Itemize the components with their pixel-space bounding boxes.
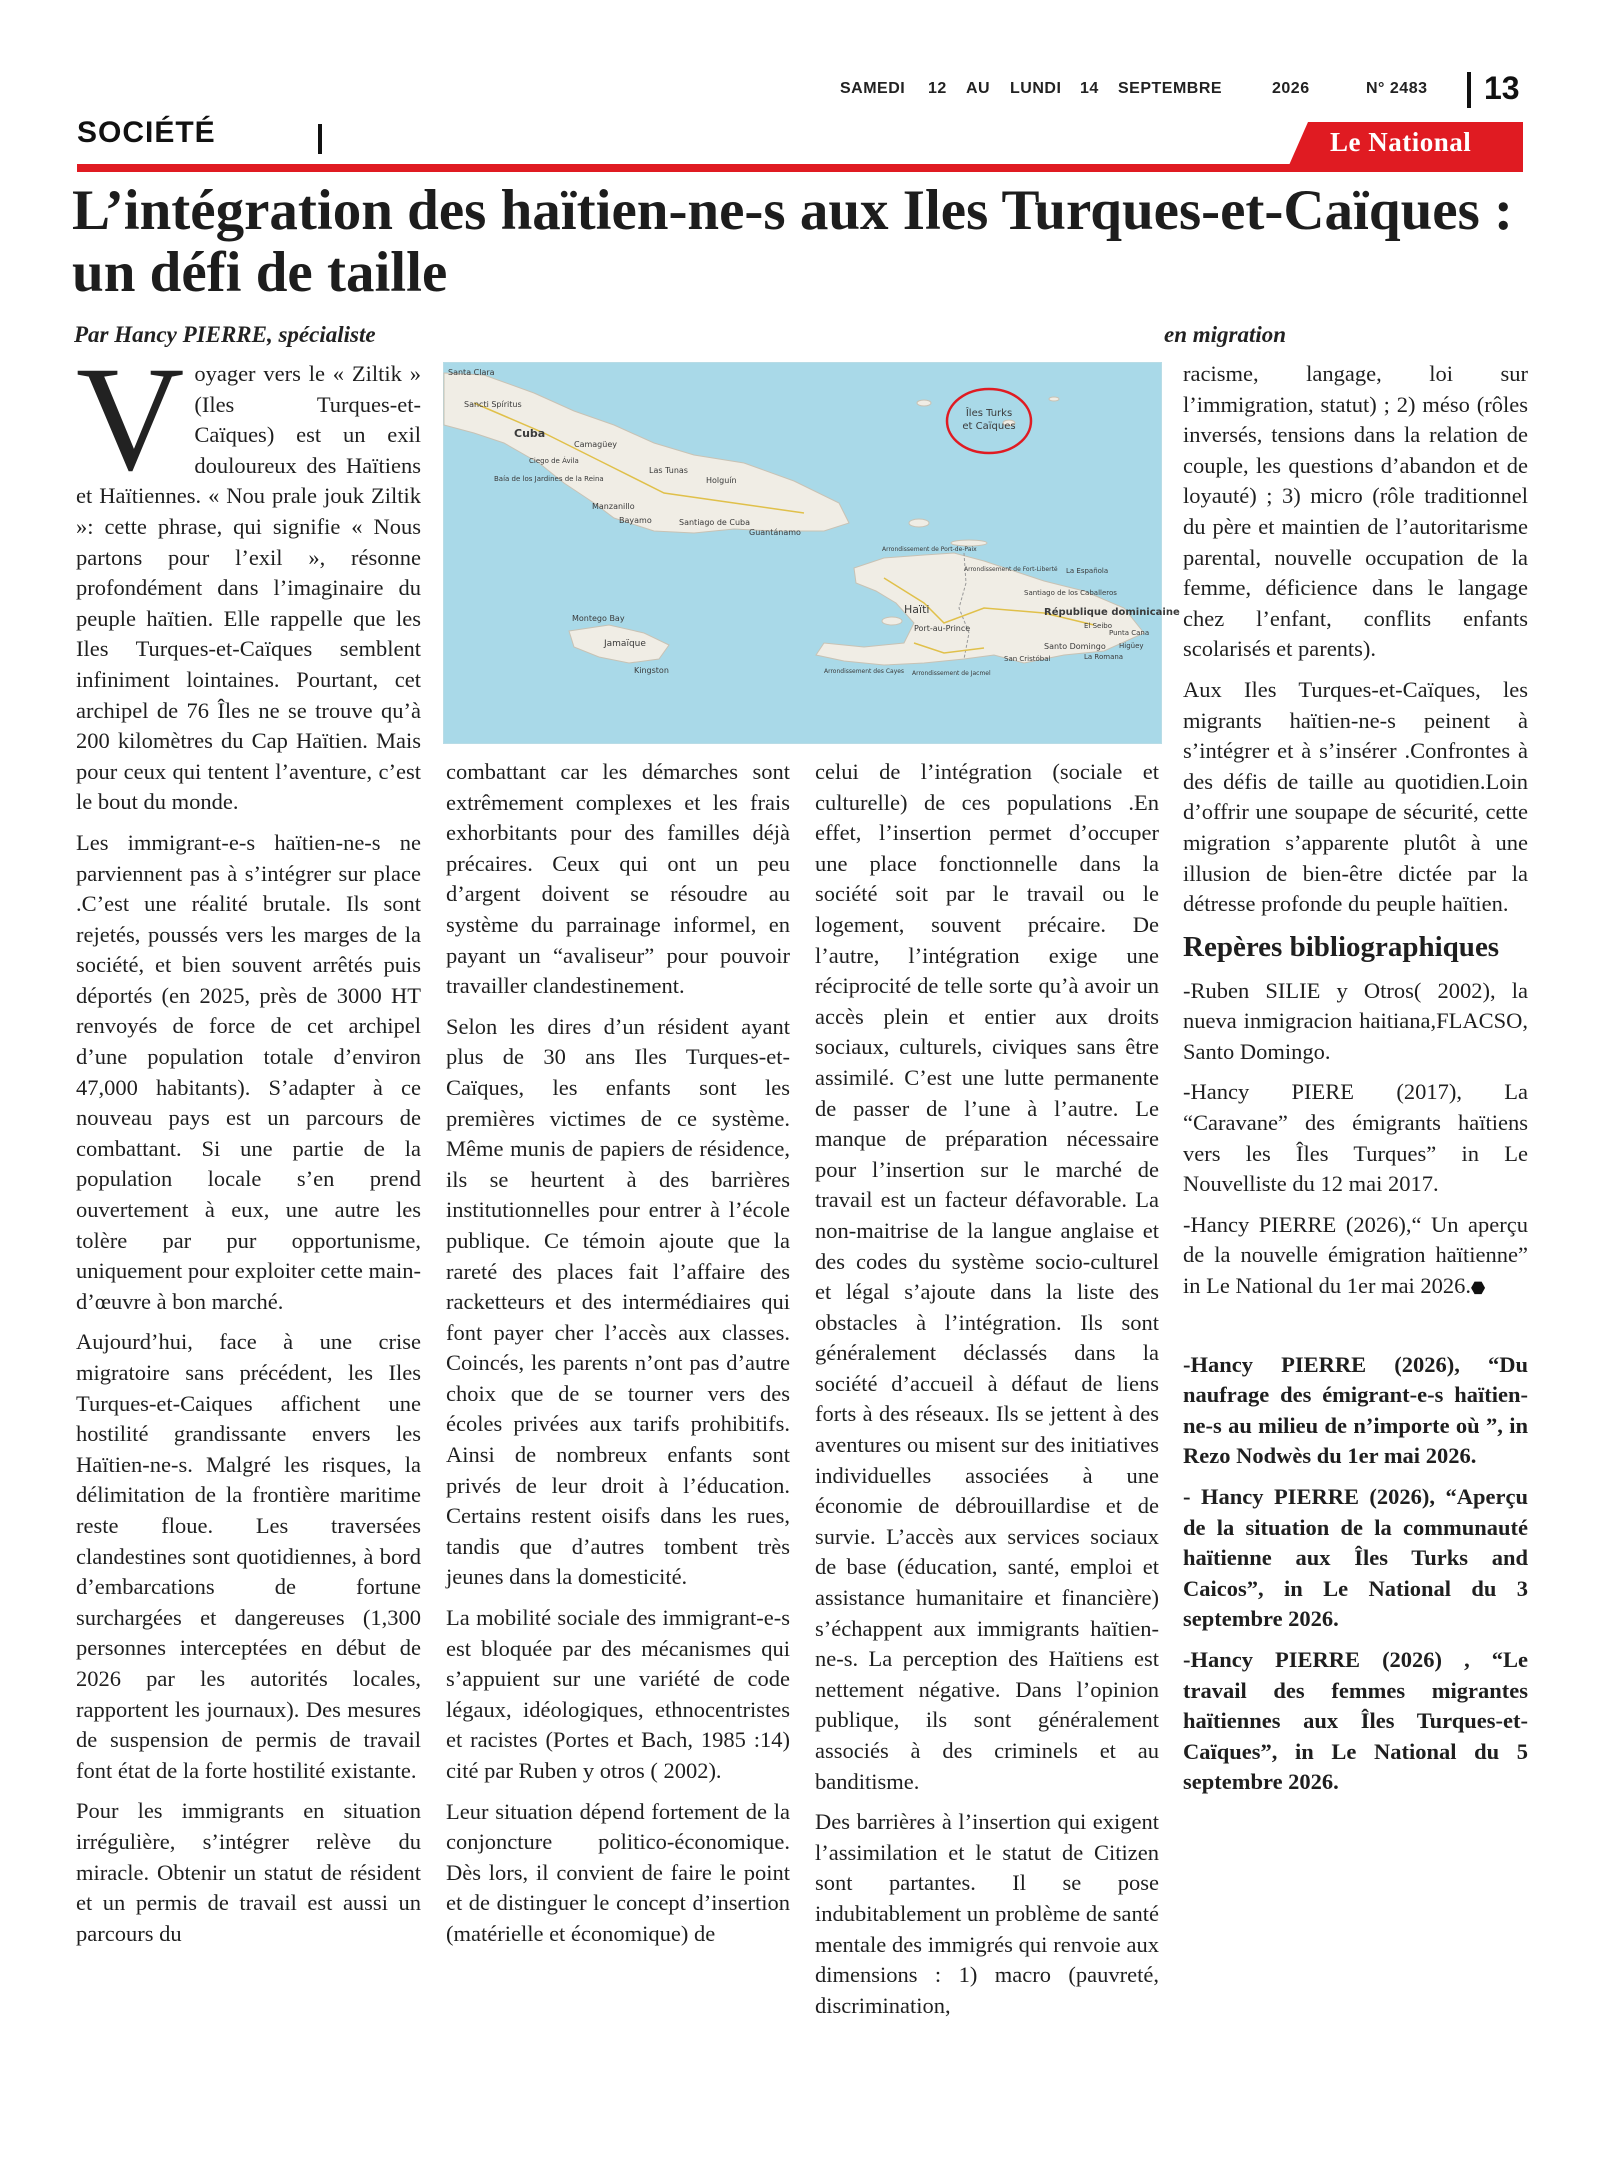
map-label: Kingston <box>634 666 669 675</box>
section-divider <box>318 124 322 154</box>
map-label: Port-au-Prince <box>914 624 971 633</box>
byline: Par Hancy PIERRE, spécialiste <box>74 322 376 347</box>
paragraph: racisme, langage, loi sur l’immigration, statut) ; 2) méso (rôles inversés, tensions dans la relation de couple, les questions d’abandon et de loyauté) ; 3) micro (rôle traditionnel du père et maintien de l’autoritarisme parental, nouvelle occupation de la femme, déficience dans le langage chez l’enfant, conflits enfants scolarisés et parents). <box>1183 361 1528 662</box>
issue-day-2: LUNDI <box>1010 80 1062 97</box>
section-title: SOCIÉTÉ <box>77 116 216 149</box>
article-title: L’intégration des haïtien-ne-s aux Iles Turques-et-Caïques : un défi de taille <box>72 179 1514 304</box>
article-column-3 <box>815 757 1159 2031</box>
reference-text: -Hancy PIERRE (2026),“ Un aperçu de la nouvelle émigration haïtienne” in Le National du 1er mai 2026. <box>1183 1211 1528 1299</box>
issue-year: 2026 <box>1272 80 1310 97</box>
map-label: Jamaïque <box>604 639 646 649</box>
spacer <box>1183 1312 1528 1350</box>
map-label: Santa Clara <box>448 368 495 377</box>
references-heading: Repères bibliographiques <box>1183 930 1500 963</box>
map-label: Santiago de los Caballeros <box>1024 589 1117 597</box>
paragraph <box>76 336 421 818</box>
paragraph: Pour les immigrants en situation irrégulière, s’intégrer relève du miracle. Obtenir un statut de résident et un permis de travail est aussi un parcours du <box>76 1798 421 1946</box>
map-image <box>443 362 1180 744</box>
map-label: Haïti <box>904 603 930 616</box>
paragraph: Des barrières à l’insertion qui exigent l’assimilation et le statut de Citizen sont partantes. Il se pose indubitablement un problème de santé mentale des immigrés qui renvoie aux dimensions : 1) macro (pauvreté, discrimination, <box>815 1809 1159 2018</box>
map-label: République dominicaine <box>1044 607 1180 618</box>
paragraph: Aux Iles Turques-et-Caïques, les migrants haïtien-ne-s peinent à s’intégrer et à s’insérer .Confrontes à des défis de taille au quotidien.Loin d’offrir une soupape de sécurité, cette migration s’apparente plutôt à une illusion de bien-être dictée par la détresse profonde du peuple haïtien. <box>1183 676 1528 917</box>
map-label: Camagüey <box>574 440 617 449</box>
paragraph: Les immigrant-e-s haïtien-ne-s ne parviennent pas à s’intégrer sur place .C’est une réalité brutale. Ils sont rejetés, poussés vers les marges de la société, et bien souvent arrêtés puis déportés (en 2025, près de 3000 HT renvoyés de force de cet archipel d’une population totale d’environ 47,000 habitants). S’adapter à ce nouveau pays est un parcours de combattant. Si une partie de la population locale s’en prend ouvertement à eux, une autre les tolère par pur opportunisme, uniquement pour exploiter cette main-d’œuvre à bon marché. <box>76 829 421 1314</box>
paragraph: combattant car les démarches sont extrêmement complexes et les frais exhorbitants pour des familles déjà précaires. Ceux qui ont un peu d’argent doivent se résoudre au système du parrainage informel, en payant un “avaliseur” pour pouvoir travailler clandestinement. <box>446 759 790 999</box>
reference-bold: - Hancy PIERRE (2026), “Aperçu de la situation de la communauté haïtienne aux Îles Turks and Caicos”, in Le National du 3 septembre 2026. <box>1183 1484 1528 1632</box>
reference: -Hancy PIERE (2017), La “Caravane” des émigrants haïtiens vers les Îles Turques” in Le Nouvelliste du 12 mai 2017. <box>1183 1079 1528 1197</box>
map-label: Cuba <box>514 427 546 440</box>
map-label: Montego Bay <box>572 614 625 623</box>
map-island-6 <box>1049 397 1059 401</box>
map-label: La Española <box>1066 567 1109 575</box>
map-label: Arrondissement de Fort-Liberté <box>964 566 1058 573</box>
map-label: Santo Domingo <box>1044 642 1106 651</box>
map-label: Ciego de Ávila <box>529 457 579 465</box>
caribbean-map <box>444 363 1180 743</box>
map-label: Santiago de Cuba <box>679 518 751 527</box>
article-column-2 <box>446 757 790 1960</box>
article-column-1 <box>76 336 421 1959</box>
paragraph: Aujourd’hui, face à une crise migratoire sans précédent, les Iles Turques-et-Caiques affichent une hostilité grandissante envers les Haïtien-ne-s. Malgré les risques, la délimitation de la frontière maritime reste floue. Les traversées clandestines sont quotidiennes, à bord d’embarcations de fortune surchargées et dangereuses (1,300 personnes interceptées en début de 2026 par les autorités locales, rapportent les journaux). Des mesures de suspension de permis de travail font état de la forte hostilité existante. <box>76 1329 421 1783</box>
drop-cap: V <box>76 336 185 502</box>
article-column-4 <box>1183 359 1528 1808</box>
map-label: Baía de los Jardines de la Reina <box>494 475 604 483</box>
reference: -Ruben SILIE y Otros( 2002), la nueva inmigracion haitiana,FLACSO, Santo Domingo. <box>1183 977 1528 1064</box>
map-label: Manzanillo <box>592 502 635 511</box>
map-label: Arrondissement de Jacmel <box>912 670 991 677</box>
map-label: Sancti Spíritus <box>464 400 522 409</box>
map-island-2 <box>917 400 931 406</box>
paragraph: Leur situation dépend fortement de la conjoncture politico-économique. Dès lors, il convient de faire le point et de distinguer le concept d’insertion (matérielle et économique) de <box>446 1798 790 1946</box>
paragraph: La mobilité sociale des immigrant-e-s est bloquée par des mécanismes qui s’appuient sur une variété de code légaux, idéologiques, ethnocentristes et racistes (Portes et Bach, 1985 :14) cité par Ruben y otros ( 2002). <box>446 1605 790 1783</box>
byline-continuation: en migration <box>1164 322 1287 347</box>
reference-bold: -Hancy PIERRE (2026) , “Le travail des femmes migrantes haïtiennes aux Îles Turques-et-Caïques”, in Le National du 5 septembre 2026. <box>1183 1646 1528 1795</box>
issue-date-2: 14 <box>1080 80 1099 97</box>
map-label-turks-2: et Caïques <box>962 421 1016 432</box>
map-label: Las Tunas <box>649 466 688 475</box>
map-label: Bayamo <box>619 516 652 525</box>
map-label: La Romana <box>1084 653 1124 661</box>
issue-au: AU <box>966 80 991 97</box>
map-label: Arrondissement de Port-de-Paix <box>882 546 977 553</box>
map-label: San Cristóbal <box>1004 655 1051 663</box>
map-label-turks-1: Îles Turks <box>965 408 1013 419</box>
paragraph: celui de l’intégration (sociale et culturelle) de ces populations .En effet, l’insertion permet d’occuper une place fonctionnelle dans la société soit par le travail ou le logement, souvent précaire. De l’autre, l’intégration exige une réciprocité de telle sorte qu’à avoir un accès plein et entier aux droits sociaux, culturels, civiques sans être assimilé. C’est une lutte permanente de passer de l’une à l’autre. Le manque de préparation nécessaire pour l’insertion sur le marché de travail est un facteur défavorable. La non-maitrise de la langue anglaise et des codes du système socio-culturel et légal s’ajoute dans la liste des obstacles à l’intégration. Ils sont généralement déclassés dans la société d’accueil à défaut de liens forts à des réseaux. Ils se jettent à des aventures ou misent sur des initiatives individuelles associées à une économie de débrouillardise et de survie. L’accès aux services sociaux de base (éducation, santé, emploi et assistance humanitaire et financière) s’échappent aux immigrants haïtien-ne-s. La perception des Haïtiens est nettement négative. Dans l’opinion publique, ils sont généralement associés à des criminels et au banditisme. <box>815 759 1159 1794</box>
end-of-article-icon <box>1471 1281 1485 1295</box>
map-island-5 <box>882 617 902 625</box>
map-label: Arrondissement des Cayes <box>824 668 905 675</box>
map-label: Punta Cana <box>1109 629 1150 637</box>
reference <box>1183 1210 1528 1302</box>
page-number: 13 <box>1484 70 1520 106</box>
paragraph-text: oyager vers le « Ziltik » (Iles Turques-et-Caïques) est un exil douloureux des Haïtiens et Haïtiennes. « Nou prale jouk Ziltik »: cette phrase, qui signifie « Nous partons pour l’exil », résonne profondément dans l’imaginaire du peuple haïtien. Elle rappelle que les Iles Turques-et-Caïques semblent infiniment lointaines. Pourtant, cet archipel de 76 Îles ne se trouve qu’à 200 kilomètres du Cap Haïtien. Mais pour ceux qui tentent l’aventure, c’est le bout du monde. <box>76 361 421 815</box>
map-label: Higüey <box>1119 642 1144 650</box>
map-island-1 <box>909 519 929 527</box>
issue-month: SEPTEMBRE <box>1118 80 1223 97</box>
map-label: El Seibo <box>1084 622 1113 630</box>
brand-name: Le National <box>1330 127 1472 157</box>
map-label: Holguín <box>706 476 737 485</box>
paragraph: Selon les dires d’un résident ayant plus de 30 ans Iles Turques-et-Caïques, les enfants sont les premières victimes de ce système. Même munis de papiers de résidence, ils se heurtent à des barrières institutionnelles pour entrer à l’école publique. Ce témoin ajoute que la rareté des places fait l’affaire des racketteurs et des intermédiaires qui font payer cher l’accès aux classes. Coincés, les parents n’ont pas d’autre choix que de se tourner vers des écoles privées aux tarifs prohibitifs. Ainsi de nombreux enfants sont privés de leur droit à l’éducation. Certains restent oisifs dans les rues, tandis que d’autres tombent très jeunes dans la domesticité. <box>446 1013 790 1590</box>
page-number-divider <box>1467 72 1471 108</box>
issue-date-1: 12 <box>928 80 947 97</box>
issue-day-1: SAMEDI <box>840 80 906 97</box>
map-label: Guantánamo <box>749 528 801 537</box>
issue-number: N° 2483 <box>1366 80 1428 97</box>
reference-bold: -Hancy PIERRE (2026), “Du naufrage des émigrant-e-s haïtien-ne-s au milieu de n’importe où ”, in Rezo Nodwès du 1er mai 2026. <box>1183 1351 1528 1469</box>
